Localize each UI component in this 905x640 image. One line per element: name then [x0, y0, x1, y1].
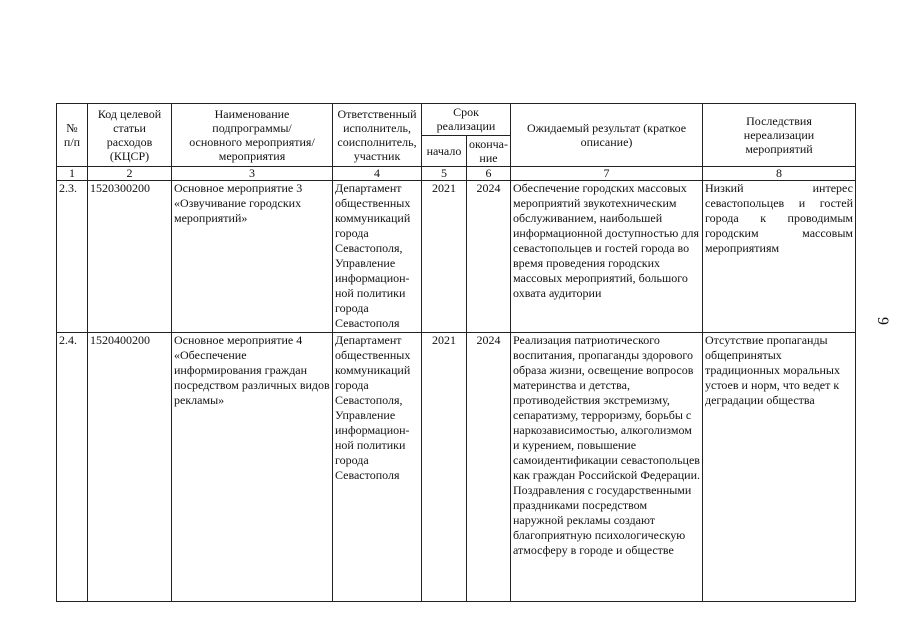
column-number: 4	[333, 167, 422, 181]
column-number: 5	[422, 167, 467, 181]
row-consequence: Отсутствие пропаганды общепринятых традиционных моральных устоев и норм, что ведет к деградации общества	[703, 333, 856, 602]
row-result: Обеспечение городских массовых мероприятий звукотехническим обслуживанием, наибольшей информационной доступностью для севастопольцев и гостей города во время проведения городских массовых мероприятий, большого охвата аудитории	[511, 181, 703, 333]
row-start-year: 2021	[422, 333, 467, 602]
header-row	[57, 104, 856, 136]
row-start-year: 2021	[422, 181, 467, 333]
column-number: 7	[511, 167, 703, 181]
header-term: Срок реализации	[422, 104, 511, 136]
activities-table	[56, 103, 856, 602]
table-row	[57, 333, 856, 602]
row-code: 1520300200	[88, 181, 172, 333]
column-number: 1	[57, 167, 88, 181]
header-number: № п/п	[57, 104, 88, 167]
header-end: оконча- ние	[467, 135, 511, 167]
table-row	[57, 181, 856, 333]
column-number: 6	[467, 167, 511, 181]
row-name: Основное мероприятие 4 «Обеспечение информирования граждан посредством различных видов рекламы»	[172, 333, 333, 602]
row-end-year: 2024	[467, 181, 511, 333]
page-number: 9	[874, 317, 891, 325]
column-number-row	[57, 167, 856, 181]
header-executor: Ответственный исполнитель, соисполнитель, участник	[333, 104, 422, 167]
header-result: Ожидаемый результат (краткое описание)	[511, 104, 703, 167]
row-number: 2.3.	[57, 181, 88, 333]
row-executor: Департамент общественных коммуникаций города Севастополя, Управление информацион-ной политики города Севастополя	[333, 333, 422, 602]
header-code: Код целевой статьи расходов (КЦСР)	[88, 104, 172, 167]
row-end-year: 2024	[467, 333, 511, 602]
row-number: 2.4.	[57, 333, 88, 602]
row-executor: Департамент общественных коммуникаций города Севастополя, Управление информацион-ной политики города Севастополя	[333, 181, 422, 333]
row-name: Основное мероприятие 3 «Озвучивание городских мероприятий»	[172, 181, 333, 333]
header-name: Наименование подпрограммы/ основного мероприятия/ мероприятия	[172, 104, 333, 167]
column-number: 3	[172, 167, 333, 181]
header-start: начало	[422, 135, 467, 167]
row-result: Реализация патриотического воспитания, пропаганды здорового образа жизни, освещение вопросов материнства и детства, противодействия экстремизму, сепаратизму, терроризму, борьбы с наркозависимостью, алкоголизмом и курением, повышение самоидентификации севастопольцев как граждан Российской Федерации. Поздравления с государственными праздниками посредством наружной рекламы создают благоприятную психологическую атмосферу в городе и обществе	[511, 333, 703, 602]
header-consequence: Последствия нереализации мероприятий	[703, 104, 856, 167]
row-consequence: Низкий интерес севастопольцев и гостей города к проводимым городским массовым мероприятиям	[703, 181, 856, 333]
column-number: 2	[88, 167, 172, 181]
row-code: 1520400200	[88, 333, 172, 602]
column-number: 8	[703, 167, 856, 181]
